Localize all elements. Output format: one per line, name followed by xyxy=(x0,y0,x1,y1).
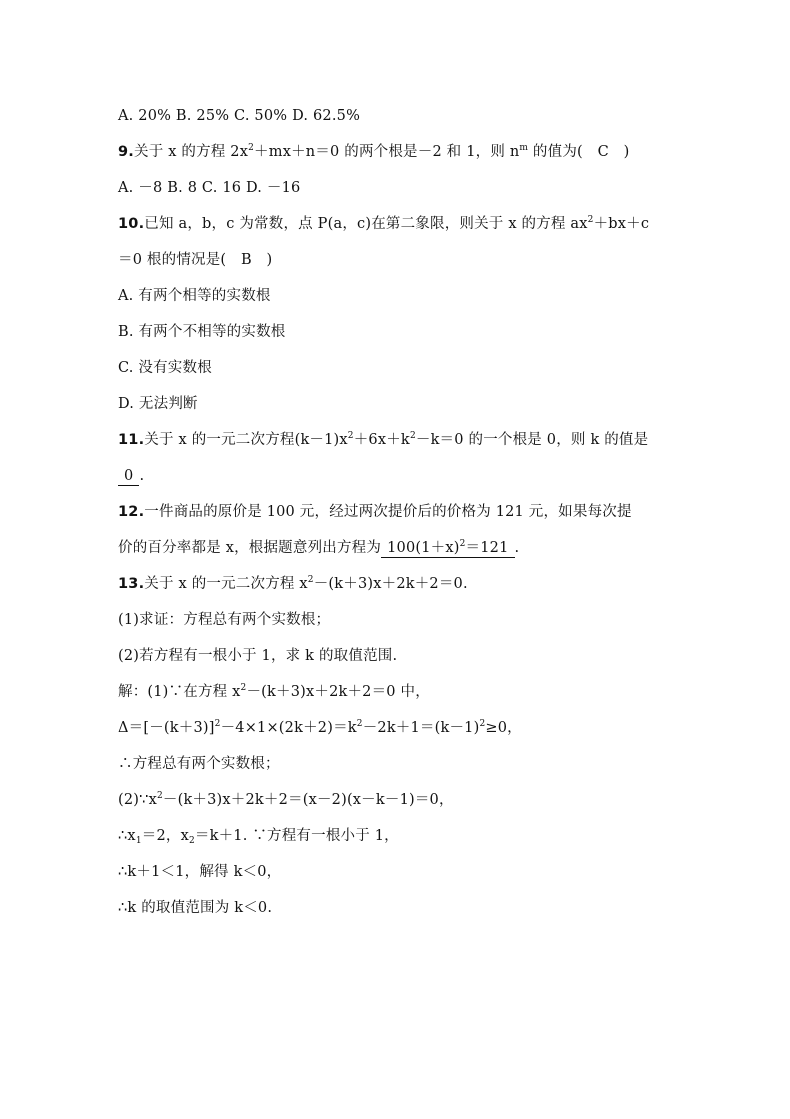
q9-options: A. －8 B. 8 C. 16 D. －16 xyxy=(118,180,301,196)
q13-solution-line3: ∴方程总有两个实数根； xyxy=(118,756,280,772)
q10-option-d: D. 无法判断 xyxy=(118,396,198,412)
q11-answer: 0 xyxy=(118,468,139,486)
q10-option-c: C. 没有实数根 xyxy=(118,360,212,376)
q13-stem xyxy=(118,574,468,594)
q12-answer-b: ＝121 xyxy=(465,540,509,556)
q12-stem-line2 xyxy=(118,538,519,558)
q12-answer-a: 100(1＋x) xyxy=(387,540,460,556)
q12-line1: 一件商品的原价是 100 元，经过两次提价后的价格为 121 元，如果每次提 xyxy=(144,504,632,520)
q10-stem-line2: ＝0 根的情况是( B ) xyxy=(118,252,273,268)
q13-stem-sup: 2 xyxy=(307,575,314,585)
q11-a: 关于 x 的一元二次方程(k－1)x xyxy=(144,432,348,448)
sol5-b: ＝2，x xyxy=(141,828,189,844)
q12-answer xyxy=(381,540,514,558)
q11-end: . xyxy=(139,468,145,484)
q10-stem-line1 xyxy=(118,214,649,234)
q12-end: . xyxy=(514,540,520,556)
q9-stem-a: 关于 x 的方程 2x xyxy=(134,144,249,160)
q11-sup-b: 2 xyxy=(409,431,416,441)
sol4-sup: 2 xyxy=(156,791,163,801)
q10-line1-b: ＋bx＋c xyxy=(593,216,650,232)
q10-number: 10. xyxy=(118,216,145,232)
q12-answer-sup: 2 xyxy=(459,539,466,549)
sol2-sup2: 2 xyxy=(356,719,363,729)
q10-option-a: A. 有两个相等的实数根 xyxy=(118,288,271,304)
q10-sup: 2 xyxy=(587,215,594,225)
q12-stem-line1 xyxy=(118,502,632,522)
q13-stem-b: －(k＋3)x＋2k＋2＝0. xyxy=(313,576,468,592)
sol2-c: －2k＋1＝(k－1) xyxy=(362,720,480,736)
sol2-a: Δ＝[－(k＋3)] xyxy=(118,720,215,736)
q11-b: ＋6x＋k xyxy=(353,432,410,448)
sol2-d: ≥0， xyxy=(485,720,522,736)
q12-number: 12. xyxy=(118,504,145,520)
sol2-b: －4×1×(2k＋2)＝k xyxy=(220,720,357,736)
sol5-a: ∴x xyxy=(118,828,136,844)
q9-stem xyxy=(118,142,629,162)
q13-stem-a: 关于 x 的一元二次方程 x xyxy=(144,576,308,592)
sol4-b: －(k＋3)x＋2k＋2＝(x－2)(x－k－1)＝0， xyxy=(162,792,454,808)
q13-part2: (2)若方程有一根小于 1，求 k 的取值范围. xyxy=(118,648,398,664)
q10-option-b: B. 有两个不相等的实数根 xyxy=(118,324,286,340)
q12-line2: 价的百分率都是 x，根据题意列出方程为 xyxy=(118,540,382,556)
sol5-sub1: 1 xyxy=(135,836,142,846)
q13-solution-line4 xyxy=(118,790,454,810)
q13-part1: (1)求证：方程总有两个实数根； xyxy=(118,612,331,628)
sol1-b: －(k＋3)x＋2k＋2＝0 中， xyxy=(246,684,430,700)
q13-number: 13. xyxy=(118,576,145,592)
q9-sup-b: m xyxy=(519,143,529,153)
q9-sup-a: 2 xyxy=(248,143,255,153)
sol2-sup1: 2 xyxy=(214,719,221,729)
q9-number: 9. xyxy=(118,144,134,160)
q11-stem xyxy=(118,430,648,450)
q11-number: 11. xyxy=(118,432,145,448)
q13-solution-line5 xyxy=(118,826,399,846)
q13-solution-line6: ∴k＋1＜1，解得 k＜0， xyxy=(118,864,282,880)
q9-stem-c: 的值为( C ) xyxy=(528,144,630,160)
q11-answer-line xyxy=(118,466,144,486)
q13-solution-line2 xyxy=(118,718,522,738)
sol5-c: ＝k＋1. ∵方程有一根小于 1， xyxy=(194,828,399,844)
sol1-a: 解：(1)∵在方程 x xyxy=(118,684,241,700)
q10-line1-a: 已知 a，b，c 为常数，点 P(a，c)在第二象限，则关于 x 的方程 ax xyxy=(144,216,588,232)
q13-solution-line7: ∴k 的取值范围为 k＜0. xyxy=(118,900,273,916)
sol5-sub2: 2 xyxy=(188,836,195,846)
sol4-a: (2)∵x xyxy=(118,792,157,808)
q13-solution-line1 xyxy=(118,682,430,702)
sol2-sup3: 2 xyxy=(479,719,486,729)
q8-options: A. 20% B. 25% C. 50% D. 62.5% xyxy=(118,108,361,124)
q9-stem-b: ＋mx＋n＝0 的两个根是－2 和 1，则 n xyxy=(254,144,520,160)
q11-sup-a: 2 xyxy=(347,431,354,441)
q11-c: －k＝0 的一个根是 0，则 k 的值是 xyxy=(415,432,649,448)
sol1-sup: 2 xyxy=(240,683,247,693)
